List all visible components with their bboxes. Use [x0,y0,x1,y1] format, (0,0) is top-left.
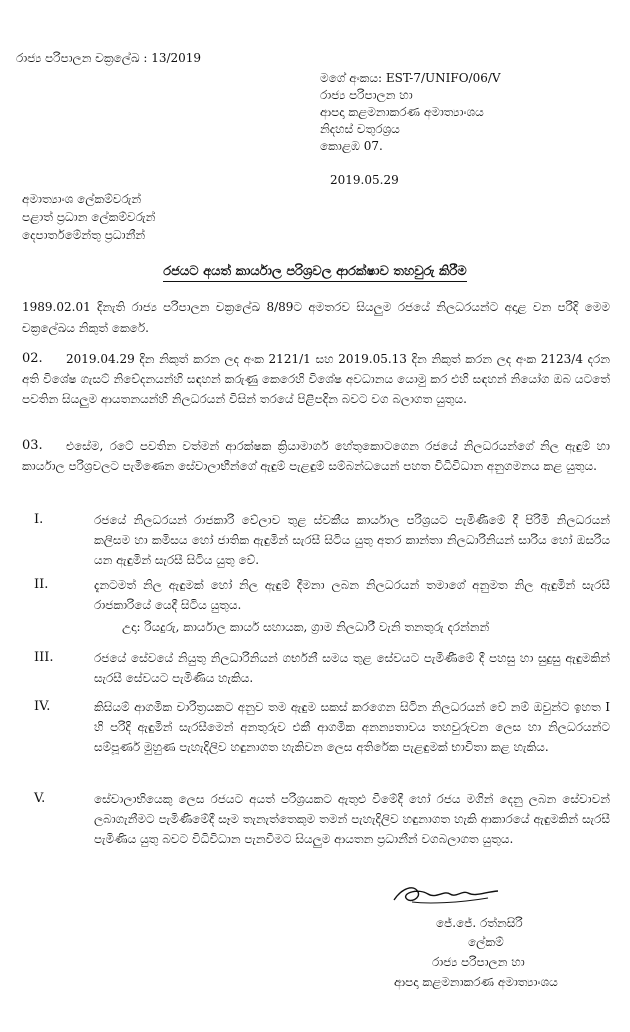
signatory-name: ජේ.ජේ. රත්නසිරි [436,916,523,930]
item-3-number: III. [34,650,54,665]
document-title [0,264,630,279]
recipients-list [22,190,155,244]
circular-number: රාජ්‍ය පරිපාලන චක්‍රලේඛ : 13/2019 [16,51,202,65]
item-3-text: රජයේ සේවයේ නියුතු නිලධාරිනියන් ගර්භනී සමය තුළ සේවයට පැමිණීමේ දී පහසු හා සුදුසු ඇඳුමකින් සැරසී සේවයට පැමිණිය හැකිය. [94,651,610,685]
recipient-1: අමාත්‍යාංශ ලේකම්වරුන් [22,192,142,206]
signatory-ministry-line-1: රාජ්‍ය පරිපාලන හා [432,955,525,969]
item-4-text: කිසියම් ආගමික චාරිත්‍රයකට අනුව තම ඇඳුම සකස් කරගෙන සිටින නිලධරයන් වේ නම් ඔවුන්ට ඉහත I හි පරිදි ඇඳුමින් සැරසීමෙන් අනතුරුව එකී ආගමික අනන්‍යතාවය තහවුරුවන ලෙස හා නිලධරයන්ට සම්පූර්ණ මුහුණ පැහැදිලිව හඳුනාගත හැකිවන ලෙස අතිරේක පැළඳුමක් භාවිතා කළ හැකිය. [94,700,610,754]
signatory-designation: ලේකම් [468,935,504,949]
item-5-number: V. [34,791,46,806]
recipient-2: පළාත් ප්‍රධාන ලේකම්වරුන් [22,210,156,224]
reference-block [320,70,501,155]
signatory-ministry-line-2: ආපදා කළමනාකරණ අමාත්‍යාංශය [394,975,558,989]
item-1-number: I. [34,512,44,527]
signature-block [436,914,523,933]
item-2-text: දැනටමත් නිල ඇඳුමක් හෝ නිල ඇඳුම් දීමනා ලබන නිලධරයන් තමාගේ අනුමත නිල ඇඳුමින් සැරසී රාජකාරියේ යෙදී සිටිය යුතුය. [94,578,610,612]
address-line-1: රාජ්‍ය පරිපාලන හා [320,88,413,102]
item-1-text: රජයේ නිලධරයන් රාජකාරි වේලාව තුළ ස්වකීය කාර්යාල පරිශ්‍රයට පැමිණීමේ දී පිරිමි නිලධරයන් කලිසම හා කමිසය හෝ ජාතික ඇඳුමින් සැරසී සිටිය යුතු අතර කාන්තා නිලධාරිනියන් සාරිය හෝ ඔසරිය යන ඇඳුමින් සැරසී සිටිය යුතු වේ. [94,513,610,567]
paragraph-02-text: 2019.04.29 දින නිකුත් කරන ලද අංක 2121/1 සහ 2019.05.13 දින නිකුත් කරන ලද අංක 2123/4 දරන අති විශේෂ ගැසට් නිවේදනයන්හි සඳහන් කරුණු කෙරෙහි විශේෂ අවධානය යොමු කර එහි සඳහන් නියෝග ඔබ යටතේ පවතින සියලුම ආයතනයන්හි නිලධරයන් විසින් තරයේ පිළිපදින බවට වග බලාගත යුතුය. [22,352,610,406]
paragraph-03-text: එසේම, රටේ පවතින වත්මන් ආරක්ෂක ක්‍රියාමාර්ග හේතුකොටගෙන රජයේ නිලධරයන්ගේ නිල ඇඳුම් හා කාර්යාල පරිශ්‍රවලට පැමිණෙන සේවාලාභීන්ගේ ඇඳුම් පැළඳුම් සම්බන්ධයෙන් පහත විධිවිධාන අනුගමනය කළ යුතුය. [22,439,610,473]
issue-date: 2019.05.29 [330,173,399,187]
item-4-number: IV. [34,699,51,714]
document-title-text: රජයට අයත් කාර්යාල පරිශ්‍රවල ආරක්ෂාව තහවුරු කිරීම [163,264,466,282]
reference-number: මගේ අංකය: EST-7/UNIFO/06/V [320,71,501,85]
paragraph-03-number: 03. [22,438,43,453]
item-2-number: II. [34,577,49,592]
signature-mark [388,878,504,912]
address-line-3: නිදහස් චතුරශ්‍රය [320,122,400,136]
paragraph-02-number: 02. [22,351,43,366]
item-5-text: සේවාලාභියෙකු ලෙස රජයට අයත් පරිශ්‍රයකට ඇතුළු වීමේදී හෝ රජය මගින් දෙනු ලබන සේවාවන් ලබාගැනීමට පැමිණීමේදී සෑම තැනැත්තෙකුම තමන් පැහැදිලිව හඳුනාගත හැකි ආකාරයේ ඇඳුමකින් සැරසී පැමිණිය යුතු බවට විධිවිධාන පැනවීමට සියලුම ආයතන ප්‍රධානීන් වගබලාගත යුතුය. [94,792,610,846]
recipient-3: දෙපාර්තමේන්තු ප්‍රධානීන් [22,228,146,242]
item-2-example: උදා: රියදුරු, කාර්යාල කාර්ය සහායක, ග්‍රාම නිලධාරී වැනි තනතුරු දරන්නන් [122,620,490,634]
address-line-4: කොළඹ 07. [320,139,383,153]
intro-paragraph: 1989.02.01 දිනැති රාජ්‍ය පරිපාලන චක්‍රලේඛ 8/89ට අමතරව සියලුම රජයේ නිලධරයන්ට අදාළ වන පරිදි මෙම චක්‍රලේඛය නිකුත් කෙරේ. [22,300,610,335]
address-line-2: ආපදා කළමනාකරණ අමාත්‍යාංශය [320,105,484,119]
